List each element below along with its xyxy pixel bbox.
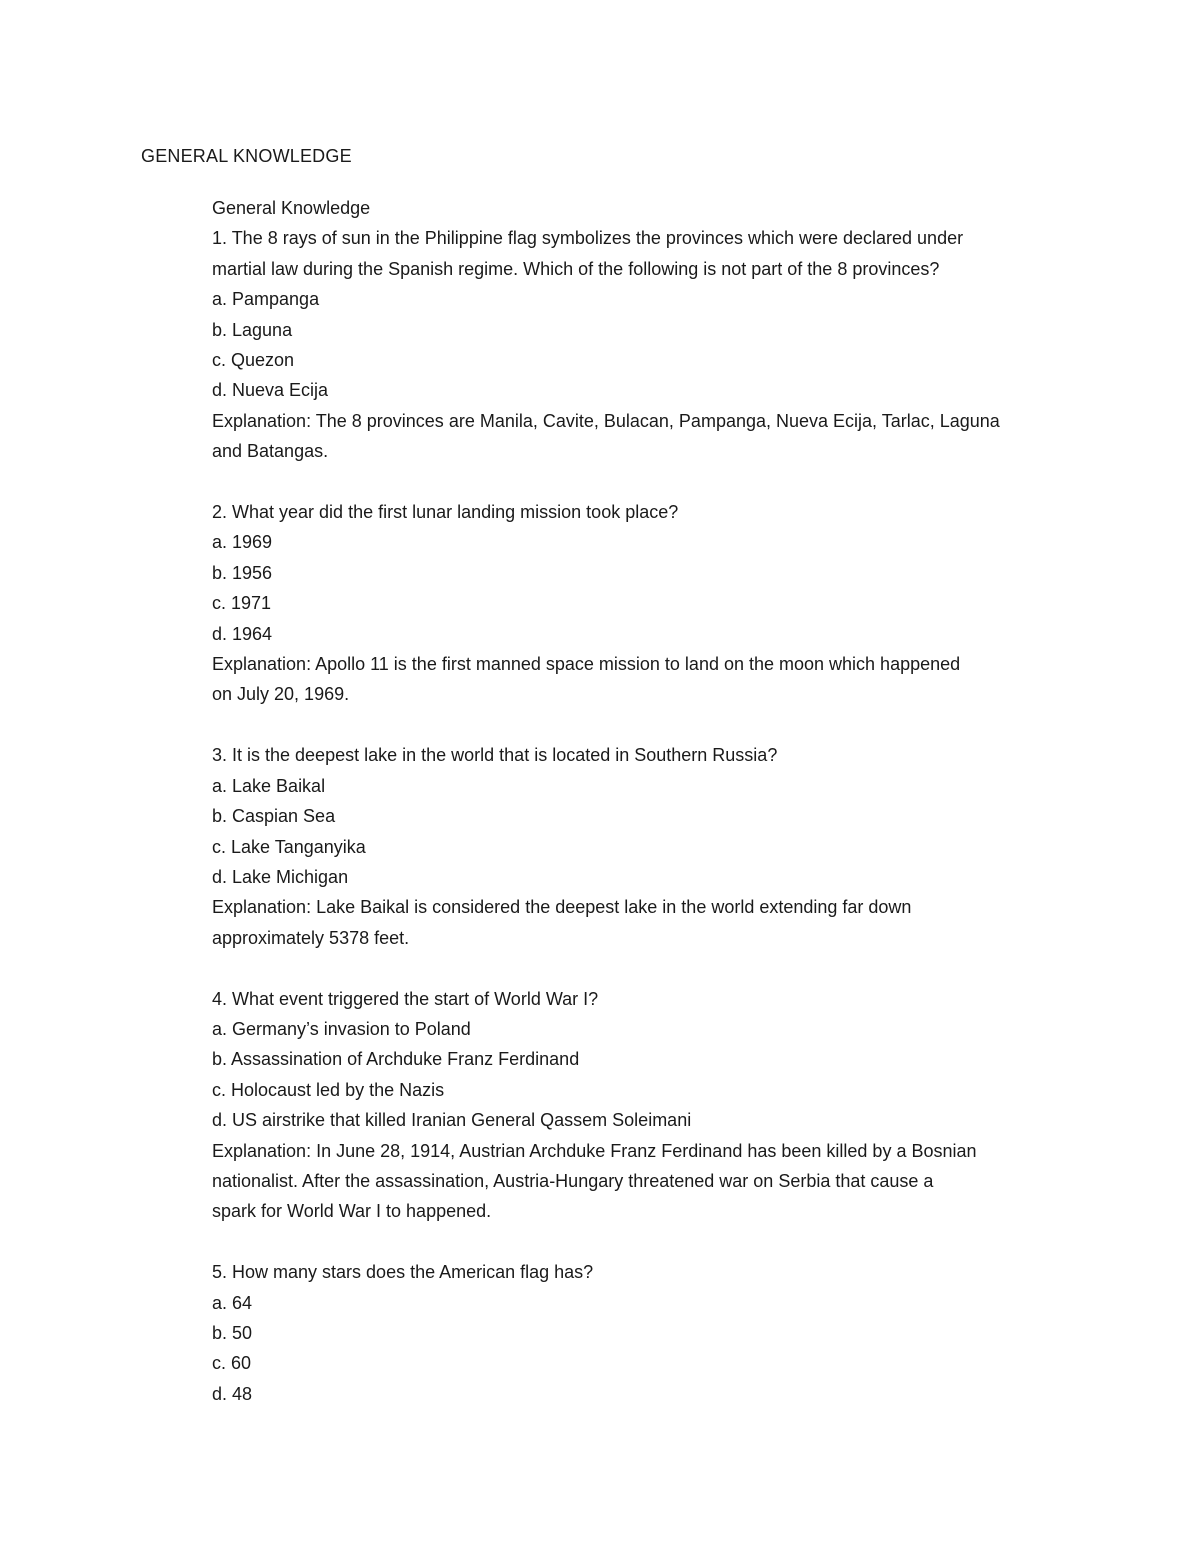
question-text: 1. The 8 rays of sun in the Philippine flag symbolizes the provinces which were declared under [212, 228, 964, 249]
answer-choice: d. US airstrike that killed Iranian General Qassem Soleimani [212, 1110, 692, 1131]
question-block-2 [212, 497, 1072, 710]
explanation-text: spark for World War I to happened. [212, 1201, 492, 1222]
answer-choice: d. Nueva Ecija [212, 380, 329, 401]
answer-choice: c. 60 [212, 1353, 252, 1374]
explanation-text: Explanation: Apollo 11 is the first manned space mission to land on the moon which happened [212, 654, 961, 675]
question-block-4 [212, 984, 1072, 1227]
question-block-1 [212, 223, 1072, 466]
explanation-text: Explanation: The 8 provinces are Manila, Cavite, Bulacan, Pampanga, Nueva Ecija, Tarlac, Laguna [212, 410, 1000, 431]
paragraph-gap [212, 953, 1072, 983]
question-text: 4. What event triggered the start of World War I? [212, 988, 599, 1009]
answer-choice: b. Assassination of Archduke Franz Ferdinand [212, 1049, 580, 1070]
answer-choice: a. 64 [212, 1292, 253, 1313]
answer-choice: a. Pampanga [212, 289, 320, 310]
answer-choice: b. 50 [212, 1322, 253, 1343]
answer-choice: c. Quezon [212, 350, 295, 371]
explanation-text: on July 20, 1969. [212, 684, 350, 705]
explanation-text: approximately 5378 feet. [212, 927, 410, 948]
answer-choice: d. Lake Michigan [212, 866, 349, 887]
document-body [212, 193, 1072, 1409]
section-title: General Knowledge [212, 198, 371, 218]
explanation-text: Explanation: In June 28, 1914, Austrian Archduke Franz Ferdinand has been killed by a Bosnian [212, 1140, 977, 1161]
answer-choice: a. Lake Baikal [212, 775, 326, 796]
question-text: 5. How many stars does the American flag has? [212, 1262, 594, 1283]
answer-choice: a. 1969 [212, 532, 273, 553]
explanation-text: nationalist. After the assassination, Austria-Hungary threatened war on Serbia that cause a [212, 1170, 934, 1191]
answer-choice: b. Caspian Sea [212, 806, 336, 827]
question-block-5 [212, 1257, 1072, 1409]
paragraph-gap [212, 710, 1072, 740]
answer-choice: c. Holocaust led by the Nazis [212, 1079, 445, 1100]
answer-choice: d. 1964 [212, 623, 273, 644]
answer-choice: b. Laguna [212, 319, 293, 340]
answer-choice: b. 1956 [212, 562, 273, 583]
question-text: martial law during the Spanish regime. Which of the following is not part of the 8 provinces? [212, 258, 940, 279]
paragraph-gap [212, 1227, 1072, 1257]
answer-choice: a. Germany’s invasion to Poland [212, 1018, 471, 1039]
answer-choice: d. 48 [212, 1383, 253, 1404]
answer-choice: c. 1971 [212, 593, 272, 614]
explanation-text: Explanation: Lake Baikal is considered the deepest lake in the world extending far down [212, 897, 912, 918]
document-heading: GENERAL KNOWLEDGE [141, 146, 352, 166]
paragraph-gap [212, 467, 1072, 497]
explanation-text: and Batangas. [212, 441, 329, 462]
question-text: 3. It is the deepest lake in the world that is located in Southern Russia? [212, 745, 778, 766]
answer-choice: c. Lake Tanganyika [212, 836, 366, 857]
question-block-3 [212, 740, 1072, 953]
question-text: 2. What year did the first lunar landing mission took place? [212, 502, 679, 523]
